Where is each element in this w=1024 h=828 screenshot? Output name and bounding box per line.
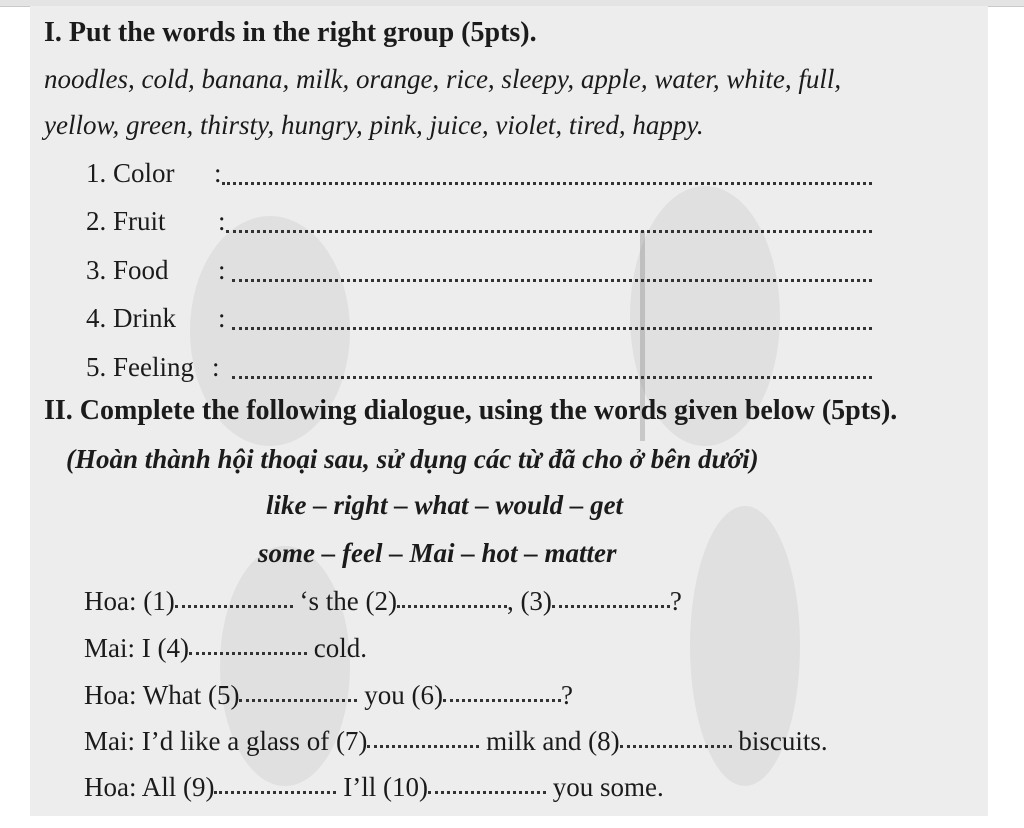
dialogue-text: I’ll (10) <box>336 772 428 802</box>
answer-blank-color[interactable] <box>222 182 872 185</box>
dialogue-text: you some. <box>545 772 664 802</box>
dialogue-text: Mai: I’d like a glass of (7) <box>84 726 368 756</box>
group-row-drink <box>86 303 176 333</box>
dialogue-line-5 <box>84 772 664 802</box>
dialogue-text: Hoa: (1) <box>84 586 175 616</box>
blank-3[interactable] <box>552 605 670 608</box>
answer-blank-feeling[interactable] <box>232 376 872 379</box>
blank-7[interactable] <box>367 745 479 748</box>
exercise-2-heading: II. Complete the following dialogue, using the words given below (5pts). <box>44 395 898 426</box>
group-row-feeling <box>86 352 194 382</box>
dialogue-line-1 <box>84 586 682 616</box>
blank-4[interactable] <box>189 652 307 655</box>
word-bank-line-1: like – right – what – would – get <box>266 490 624 520</box>
group-row-color <box>86 158 175 188</box>
group-label: 4. Drink <box>86 303 176 333</box>
blank-8[interactable] <box>620 745 732 748</box>
group-colon: : <box>214 158 222 188</box>
answer-blank-drink[interactable] <box>232 327 872 330</box>
dialogue-text: biscuits. <box>731 726 828 756</box>
group-colon: : <box>218 206 226 236</box>
group-row-fruit <box>86 206 166 236</box>
dialogue-text: ? <box>560 680 573 710</box>
exercise-1-heading: I. Put the words in the right group (5pts). <box>44 17 537 48</box>
word-bank-line-2: some – feel – Mai – hot – matter <box>258 538 617 568</box>
dialogue-text: cold. <box>306 633 367 663</box>
answer-blank-fruit[interactable] <box>226 230 872 233</box>
group-colon: : <box>218 303 226 333</box>
dialogue-line-3 <box>84 680 573 710</box>
dialogue-text: milk and (8) <box>479 726 620 756</box>
blank-9[interactable] <box>214 791 336 794</box>
group-label: 3. Food <box>86 255 169 285</box>
answer-blank-food[interactable] <box>232 279 872 282</box>
blank-2[interactable] <box>397 605 507 608</box>
dialogue-text: Hoa: All (9) <box>84 772 215 802</box>
group-label: 5. Feeling <box>86 352 194 382</box>
dialogue-line-2 <box>84 633 367 663</box>
dialogue-text: Mai: I (4) <box>84 633 189 663</box>
group-colon: : <box>218 255 226 285</box>
group-label: 1. Color <box>86 158 175 188</box>
blank-10[interactable] <box>428 791 546 794</box>
dialogue-line-4 <box>84 726 828 756</box>
word-list-line-1: noodles, cold, banana, milk, orange, rice, sleepy, apple, water, white, full, <box>44 64 842 94</box>
group-colon: : <box>212 352 220 382</box>
dialogue-text: ‘s the (2) <box>292 586 397 616</box>
group-label: 2. Fruit <box>86 206 166 236</box>
blank-1[interactable] <box>175 605 293 608</box>
dialogue-text: ? <box>669 586 682 616</box>
exercise-2-instruction: (Hoàn thành hội thoại sau, sử dụng các từ đã cho ở bên dưới) <box>66 444 759 474</box>
word-list-line-2: yellow, green, thirsty, hungry, pink, juice, violet, tired, happy. <box>44 110 704 140</box>
blank-6[interactable] <box>443 699 561 702</box>
group-row-food <box>86 255 169 285</box>
dialogue-text: you (6) <box>357 680 443 710</box>
dialogue-text: Hoa: What (5) <box>84 680 240 710</box>
dialogue-text: , (3) <box>506 586 552 616</box>
blank-5[interactable] <box>239 699 357 702</box>
